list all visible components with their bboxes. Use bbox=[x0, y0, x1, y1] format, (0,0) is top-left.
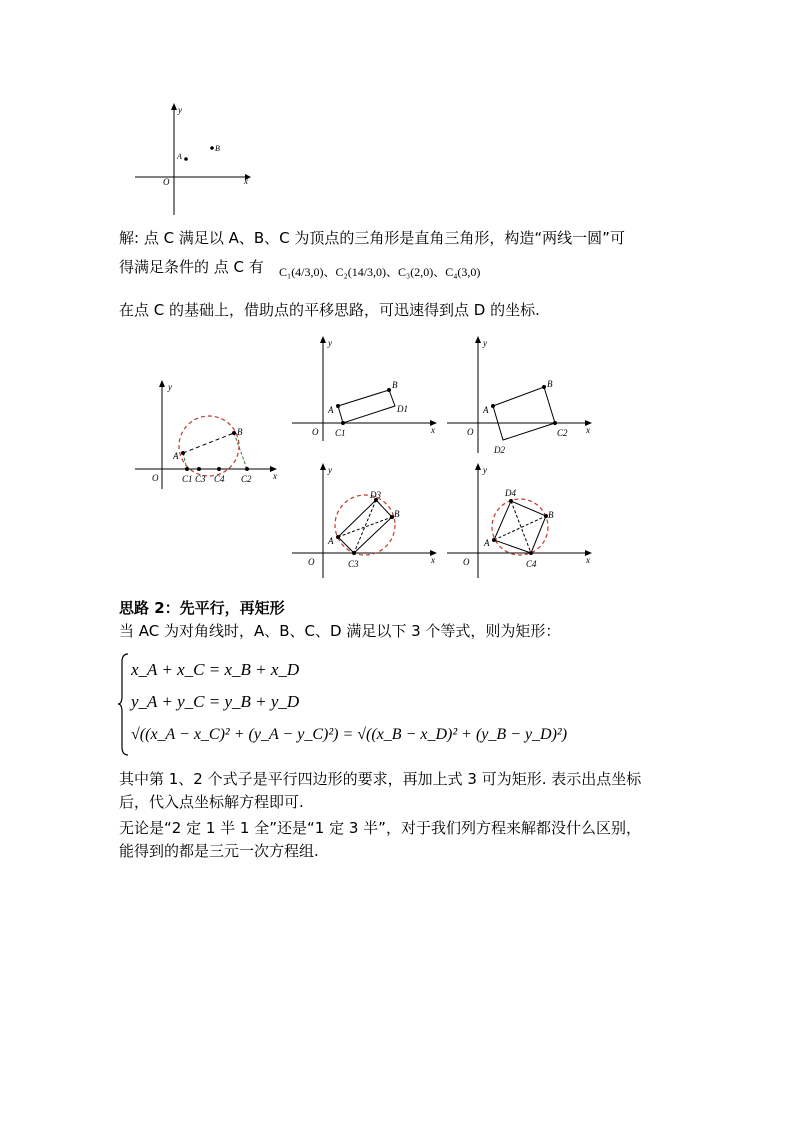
x-axis-label: x bbox=[273, 471, 277, 481]
c-point-coordinates: C₁(4/3,0)、C₂(14/3,0)、C₃(2,0)、C₄(3,0) bbox=[279, 265, 481, 279]
y-axis-label: y bbox=[483, 338, 487, 348]
point-b bbox=[210, 146, 214, 150]
figure-rectangle-d4 bbox=[445, 460, 595, 580]
solution-line-1: 解: 点 C 满足以 A、B、C 为顶点的三角形是直角三角形，构造“两线一圆”可 bbox=[119, 229, 625, 247]
label-b: B bbox=[394, 509, 400, 519]
figure-circle-construction bbox=[130, 375, 285, 490]
section-intro: 当 AC 为对角线时，A、B、C、D 满足以下 3 个等式，则为矩形： bbox=[119, 622, 561, 640]
origin-label: O bbox=[467, 427, 474, 437]
section-heading: 思路 2：先平行，再矩形 bbox=[119, 599, 285, 617]
label-b: B bbox=[237, 427, 243, 437]
circumcircle bbox=[179, 416, 239, 476]
label-d2: D2 bbox=[494, 445, 505, 455]
y-axis-label: y bbox=[168, 382, 172, 392]
para1-line2: 后，代入点坐标解方程即可. bbox=[119, 793, 304, 811]
x-axis-label: x bbox=[586, 425, 590, 435]
label-c4: C4 bbox=[214, 474, 225, 484]
label-d4: D4 bbox=[505, 488, 516, 498]
equation-2: y_A + y_C = y_B + y_D bbox=[131, 692, 300, 711]
equation-1: x_A + x_C = x_B + x_D bbox=[131, 660, 300, 679]
label-a: A bbox=[173, 451, 179, 461]
x-axis-label: x bbox=[431, 425, 435, 435]
label-a: A bbox=[328, 536, 334, 546]
origin-label: O bbox=[463, 557, 470, 567]
point-a bbox=[184, 157, 188, 161]
label-c1: C1 bbox=[182, 474, 193, 484]
label-b: B bbox=[548, 510, 554, 520]
label-c4: C4 bbox=[526, 559, 537, 569]
y-axis-label: y bbox=[328, 338, 332, 348]
para1-line1: 其中第 1、2 个式子是平行四边形的要求，再加上式 3 可为矩形. 表示出点坐标 bbox=[119, 770, 642, 788]
y-axis-label: y bbox=[328, 465, 332, 475]
para2-line1: 无论是“2 定 1 半 1 全”还是“1 定 3 半”，对于我们列方程来解都没什么区别， bbox=[119, 819, 641, 837]
figure-rectangle-d1 bbox=[290, 333, 440, 443]
x-axis-label: x bbox=[244, 176, 248, 186]
origin-label: O bbox=[308, 557, 315, 567]
origin-label: O bbox=[163, 177, 170, 187]
solution-line-2: 得满足条件的 点 C 有 bbox=[119, 258, 264, 276]
x-axis-label: x bbox=[431, 555, 435, 565]
y-axis-label: y bbox=[483, 465, 487, 475]
equation-3: √((x_A − x_C)² + (y_A − y_C)²) = √((x_B − x_D)² + (y_B − y_D)²) bbox=[131, 726, 568, 743]
solution-line-3: 在点 C 的基础上，借助点的平移思路，可迅速得到点 D 的坐标. bbox=[119, 301, 540, 319]
label-b: B bbox=[392, 380, 398, 390]
point-a-label: A bbox=[177, 152, 182, 161]
para2-line2: 能得到的都是三元一次方程组. bbox=[119, 842, 319, 860]
figure-rectangle-d2 bbox=[445, 333, 595, 458]
label-c3: C3 bbox=[195, 474, 206, 484]
label-d1: D1 bbox=[397, 404, 408, 414]
label-c1: C1 bbox=[335, 428, 346, 438]
left-brace bbox=[117, 652, 131, 757]
figure-top-axes bbox=[130, 100, 255, 220]
label-d3: D3 bbox=[370, 490, 381, 500]
y-axis-label: y bbox=[178, 105, 182, 115]
x-axis-label: x bbox=[586, 555, 590, 565]
origin-label: O bbox=[152, 473, 159, 483]
point-b-label: B bbox=[215, 144, 220, 153]
label-a: A bbox=[483, 405, 489, 415]
origin-label: O bbox=[312, 427, 319, 437]
label-a: A bbox=[484, 538, 490, 548]
label-a: A bbox=[328, 405, 334, 415]
equation-system bbox=[117, 652, 568, 757]
label-c3: C3 bbox=[348, 559, 359, 569]
label-b: B bbox=[547, 379, 553, 389]
label-c2: C2 bbox=[241, 474, 252, 484]
figure-rectangle-d3 bbox=[290, 460, 440, 580]
label-c2: C2 bbox=[557, 428, 568, 438]
